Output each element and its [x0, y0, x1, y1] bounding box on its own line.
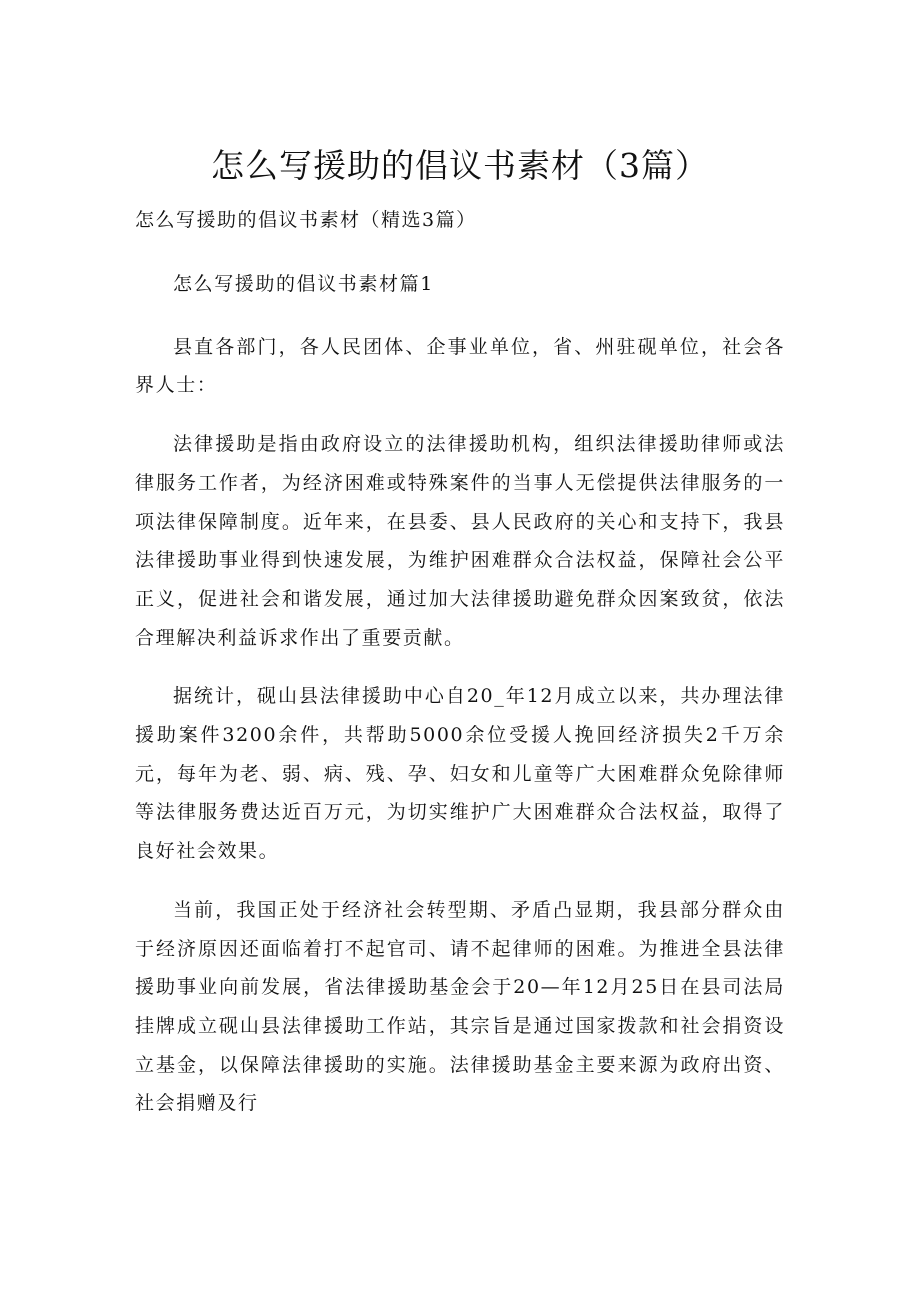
paragraph-statistics: 据统计，砚山县法律援助中心自20_年12月成立以来，共办理法律援助案件3200余件，共帮助5000余位受援人挽回经济损失2千万余元，每年为老、弱、病、残、孕、妇女和儿童等广大困难群众免除律师等法律服务费达近百万元，为切实维护广大困难群众合法权益，取得了良好社会效果。 — [135, 685, 785, 863]
paragraph-current-situation: 当前，我国正处于经济社会转型期、矛盾凸显期，我县部分群众由于经济原因还面临着打不起官司、请不起律师的困难。为推进全县法律援助事业向前发展，省法律援助基金会于20—年12月25日在县司法局挂牌成立砚山县法律援助工作站，其宗旨是通过国家拨款和社会捐资设立基金，以保障法律援助的实施。法律援助基金主要来源为政府出资、社会捐赠及行 — [135, 898, 785, 1115]
document-body — [135, 265, 785, 1143]
paragraph-legal-aid-definition: 法律援助是指由政府设立的法律援助机构，组织法律援助律师或法律服务工作者，为经济困难或特殊案件的当事人无偿提供法律服务的一项法律保障制度。近年来，在县委、县人民政府的关心和支持下，我县法律援助事业得到快速发展，为维护困难群众合法权益，保障社会公平正义，促进社会和谐发展，通过加大法律援助避免群众因案致贫，依法合理解决利益诉求作出了重要贡献。 — [135, 433, 785, 649]
document-title: 怎么写援助的倡议书素材（3篇） — [211, 146, 709, 185]
section-heading: 怎么写援助的倡议书素材篇1 — [173, 273, 434, 295]
document-subtitle: 怎么写援助的倡议书素材（精选3篇） — [135, 209, 477, 231]
paragraph-salutation: 县直各部门，各人民团体、企事业单位，省、州驻砚单位，社会各界人士： — [135, 335, 785, 397]
